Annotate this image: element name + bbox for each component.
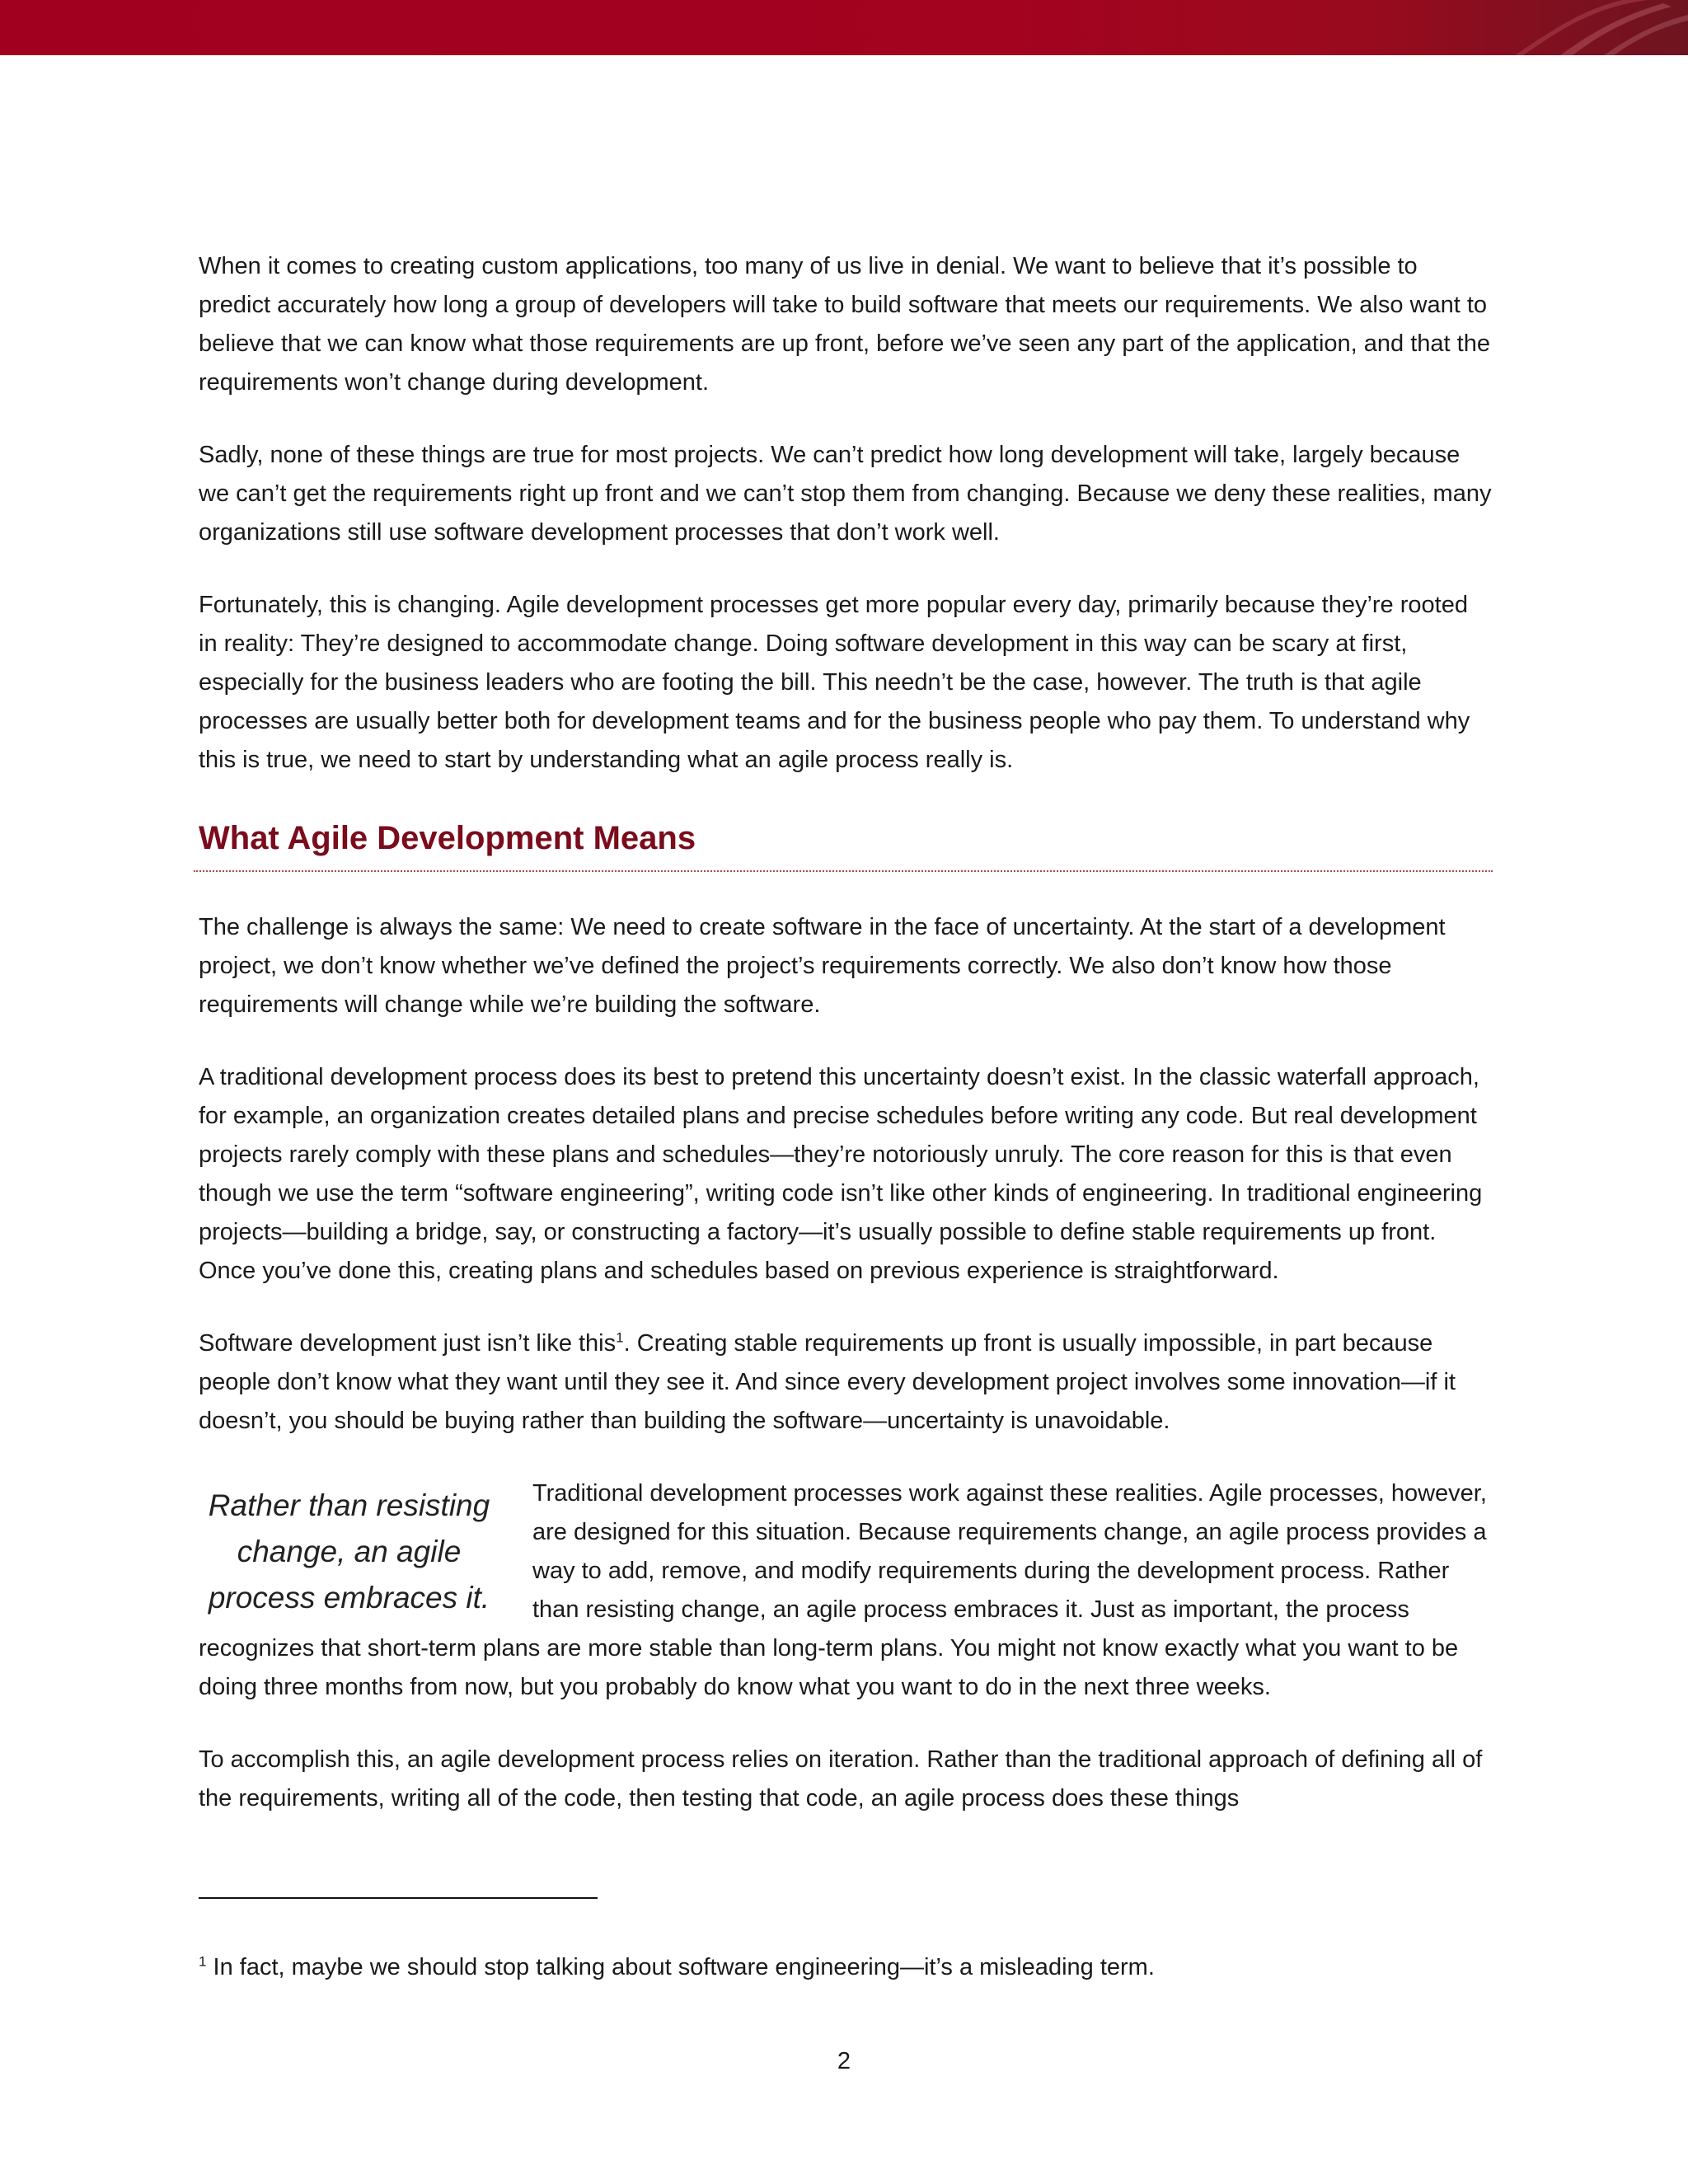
section-paragraph-2: A traditional development process does its best to pretend this uncertainty doesn’t exist. In the classic waterfall approach, for example, an organization creates detailed plans and precise schedules before writing any code. But real development projects rarely comply with these plans and schedules—they’re notoriously unruly. The core reason for this is that even though we use the term “software engineering”, writing code isn’t like other kinds of engineering. In traditional engineering projects—building a bridge, say, or constructing a factory—it’s usually possible to define stable requirements up front. Once you’ve done this, creating plans and schedules based on previous experience is straightforward.: [199, 1064, 1483, 1284]
intro-paragraph-1: When it comes to creating custom applications, too many of us live in denial. We want to believe that it’s possible to predict accurately how long a group of developers will take to build software that meets our requirements. We also want to believe that we can know what those requirements are up front, before we’ve seen any part of the application, and that the requirements won’t change during development.: [199, 253, 1490, 396]
footnote-text: In fact, maybe we should stop talking about software engineering—it’s a misleading term.: [206, 1954, 1155, 1980]
pull-quote-paragraph: [199, 1474, 1493, 1707]
page-number: 2: [837, 2048, 851, 2074]
footnote: [199, 1949, 1493, 1986]
section-paragraph-1: The challenge is always the same: We need to create software in the face of uncertainty. At the start of a development project, we don’t know whether we’ve defined the project’s requirements correctly. We also don’t know how those requirements will change while we’re building the software.: [199, 914, 1446, 1018]
final-paragraph: To accomplish this, an agile development process relies on iteration. Rather than the traditional approach of defining all of the requirements, writing all of the code, then testing that code, an agile process does these things: [199, 1746, 1483, 1811]
intro-paragraph-2: Sadly, none of these things are true for most projects. We can’t predict how long development will take, largely because we can’t get the requirements right up front and we can’t stop them from changing. Because we deny these realities, many organizations still use software development processes that don’t work well.: [199, 442, 1492, 546]
pull-quote: Rather than resisting change, an agile process embraces it.: [208, 1488, 490, 1615]
footnote-marker: 1: [199, 1953, 207, 1970]
footnote-separator: [199, 1897, 598, 1899]
document-body: [199, 247, 1493, 1852]
heading-divider: [194, 870, 1493, 872]
intro-paragraph-3: Fortunately, this is changing. Agile development processes get more popular every day, primarily because they’re rooted in reality: They’re designed to accommodate change. Doing software development in this way can be scary at first, especially for the business leaders who are footing the bill. This needn’t be the case, however. The truth is that agile processes are usually better both for development teams and for the business people who pay them. To understand why this is true, we need to start by understanding what an agile process really is.: [199, 592, 1470, 773]
footnoted-paragraph-start: Software development just isn’t like this: [199, 1330, 617, 1357]
footnoted-paragraph-end: . Creating stable requirements up front is usually impossible, in part because people don’t know what they want until they see it. And since every development project involves some innovation—if it doesn’t, you should be buying rather than building the software—uncertainty is unavoidable.: [199, 1330, 1456, 1434]
footnoted-paragraph: [199, 1324, 1493, 1441]
header-band: [0, 0, 1688, 55]
section-heading: What Agile Development Means: [199, 820, 696, 856]
pull-quote-paragraph-text: Traditional development processes work against these realities. Agile processes, however, are designed for this situation. Because requirements change, an agile process provides a way to add, remove, and modify requirements during the development process. Rather than resisting change, an agile process embraces it. Just as important, the process recognizes that short-term plans are more stable than long-term plans. You might not know exactly what you want to be doing three months from now, but you probably do know what you want to do in the next three weeks.: [199, 1480, 1487, 1700]
footnote-reference[interactable]: 1: [616, 1329, 624, 1346]
brush-stroke-decoration-icon: [1457, 0, 1688, 55]
